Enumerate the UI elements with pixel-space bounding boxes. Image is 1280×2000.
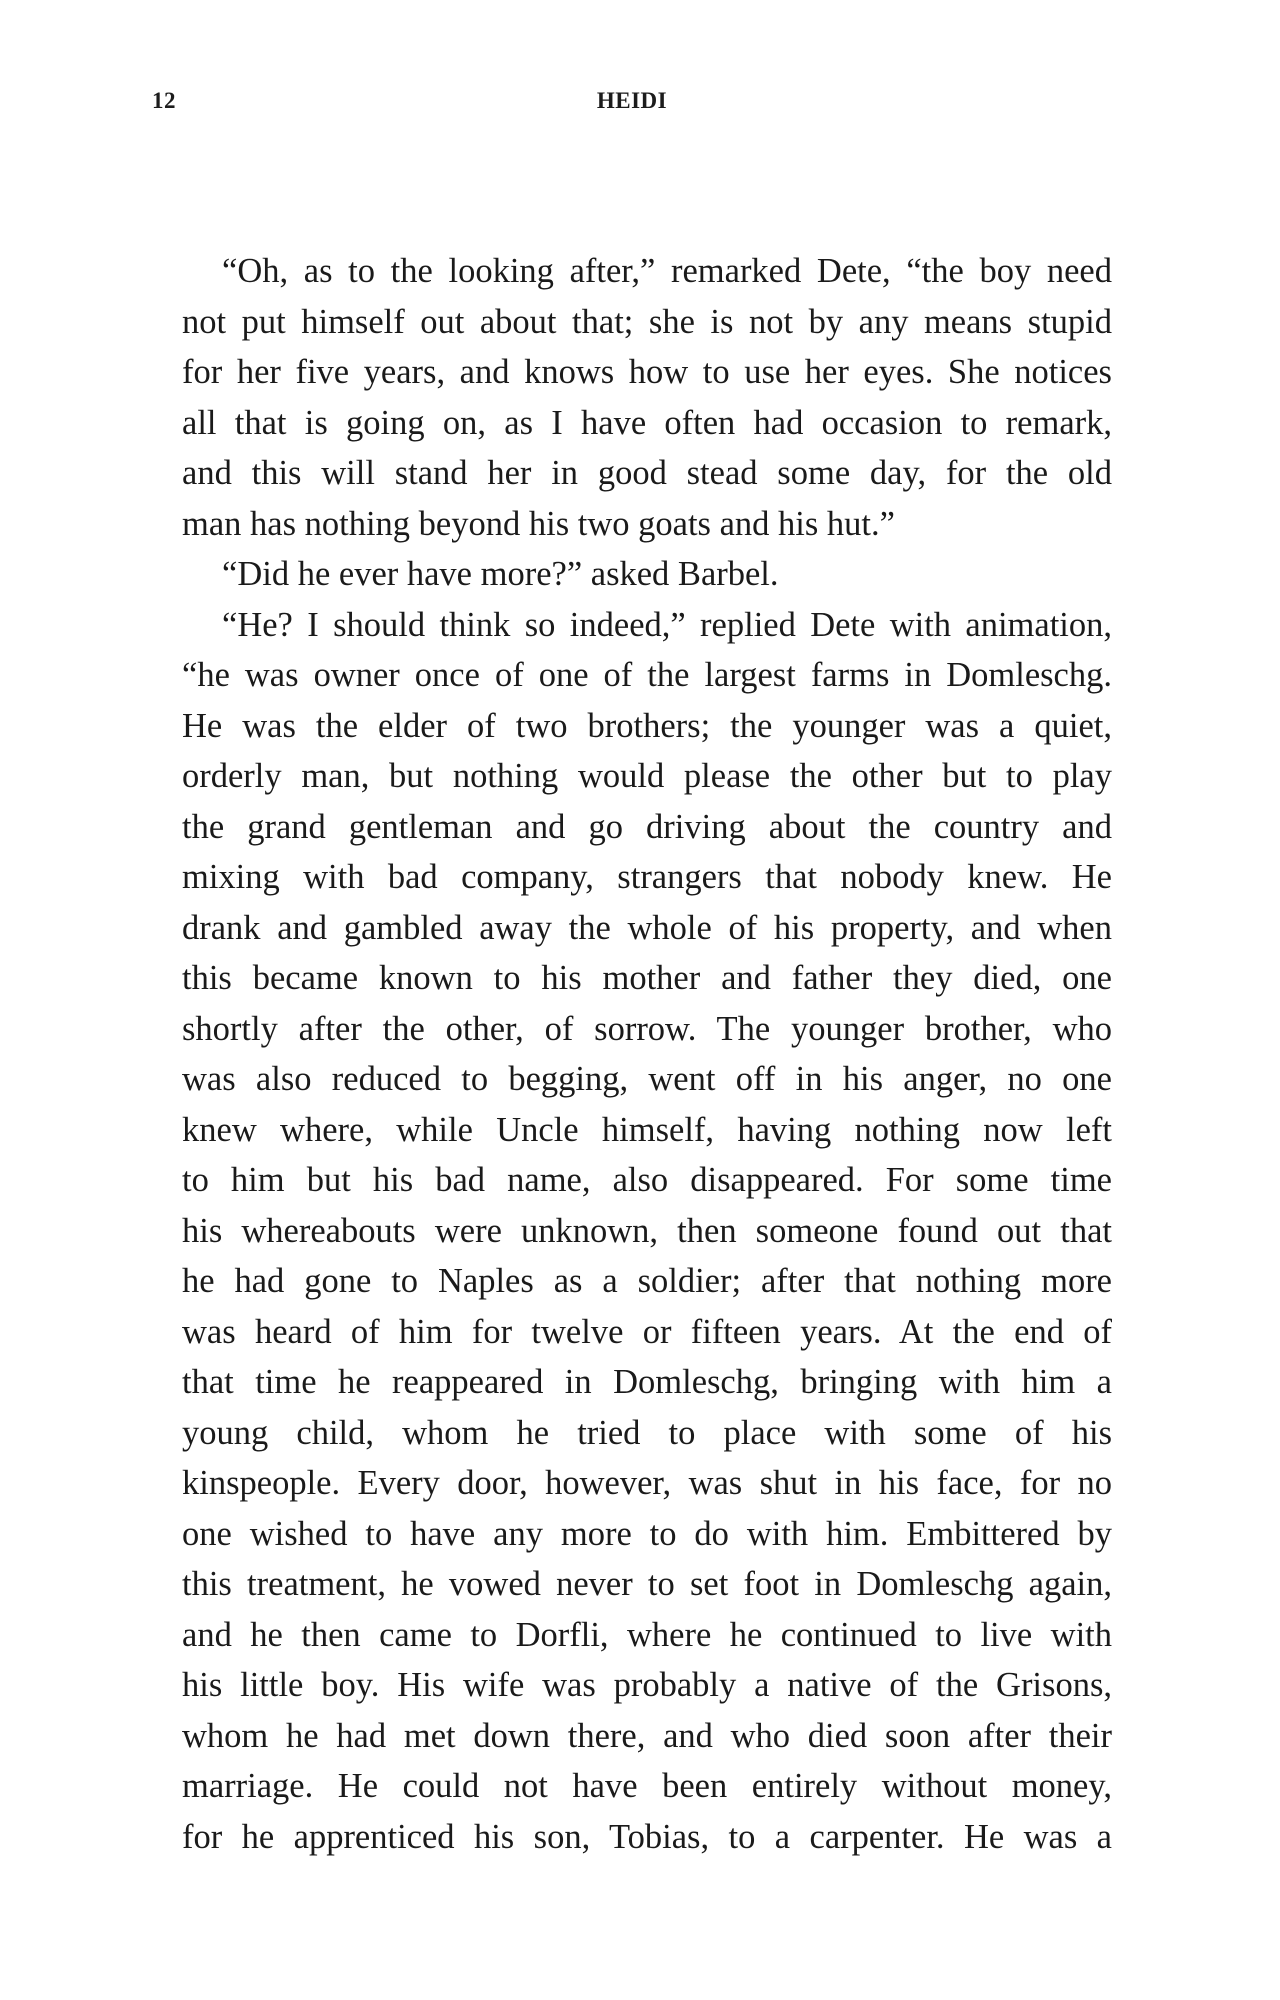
text-line: for he apprenticed his son, Tobias, to a carpenter. He was a — [182, 1817, 1112, 1856]
text-line: his little boy. His wife was probably a native of the Grisons, — [182, 1666, 1112, 1704]
text-line: shortly after the other, of sorrow. The younger brother, who — [182, 1009, 1112, 1048]
text-line: He was the elder of two brothers; the younger was a quiet, — [182, 706, 1112, 745]
text-line: for her five years, and knows how to use her eyes. She notices — [182, 353, 1112, 391]
body-text — [182, 246, 1112, 1862]
text-line: this treatment, he vowed never to set foot in Domleschg again, — [182, 1565, 1112, 1603]
text-line: drank and gambled away the whole of his property, and when — [182, 908, 1112, 947]
text-line: his whereabouts were unknown, then someone found out that — [182, 1211, 1112, 1250]
text-line: “Oh, as to the looking after,” remarked Dete, “the boy need — [222, 252, 1112, 290]
text-line: all that is going on, as I have often had occasion to remark, — [182, 403, 1112, 442]
text-line: man has nothing beyond his two goats and his hut.” — [182, 504, 895, 543]
text-line: this became known to his mother and father they died, one — [182, 959, 1112, 997]
text-line: orderly man, but nothing would please the other but to play — [182, 757, 1112, 795]
text-line: he had gone to Naples as a soldier; after that nothing more — [182, 1262, 1112, 1300]
text-line: knew where, while Uncle himself, having nothing now left — [182, 1110, 1112, 1149]
running-head — [152, 88, 1112, 128]
text-line: the grand gentleman and go driving about the country and — [182, 807, 1112, 846]
text-line: was heard of him for twelve or fifteen years. At the end of — [182, 1312, 1112, 1351]
text-line: marriage. He could not have been entirely without money, — [182, 1767, 1112, 1805]
text-line: one wished to have any more to do with him. Embittered by — [182, 1514, 1112, 1553]
text-line: not put himself out about that; she is not by any means stupid — [182, 302, 1112, 341]
text-line: whom he had met down there, and who died soon after their — [182, 1716, 1112, 1755]
text-line: and this will stand her in good stead some day, for the old — [182, 454, 1112, 492]
text-line: “He? I should think so indeed,” replied Dete with animation, — [222, 605, 1112, 644]
text-line: mixing with bad company, strangers that nobody knew. He — [182, 858, 1112, 896]
text-line: to him but his bad name, also disappeared. For some time — [182, 1161, 1112, 1199]
book-title: HEIDI — [596, 88, 668, 113]
text-line: and he then came to Dorfli, where he continued to live with — [182, 1615, 1112, 1654]
page-number: 12 — [152, 88, 176, 113]
text-line: “Did he ever have more?” asked Barbel. — [222, 555, 779, 593]
text-line: young child, whom he tried to place with some of his — [182, 1413, 1112, 1452]
text-line: was also reduced to begging, went off in his anger, no one — [182, 1060, 1112, 1098]
text-line: that time he reappeared in Domleschg, bringing with him a — [182, 1363, 1112, 1401]
text-line: kinspeople. Every door, however, was shut in his face, for no — [182, 1464, 1112, 1502]
text-line: “he was owner once of one of the largest farms in Domleschg. — [182, 656, 1112, 694]
